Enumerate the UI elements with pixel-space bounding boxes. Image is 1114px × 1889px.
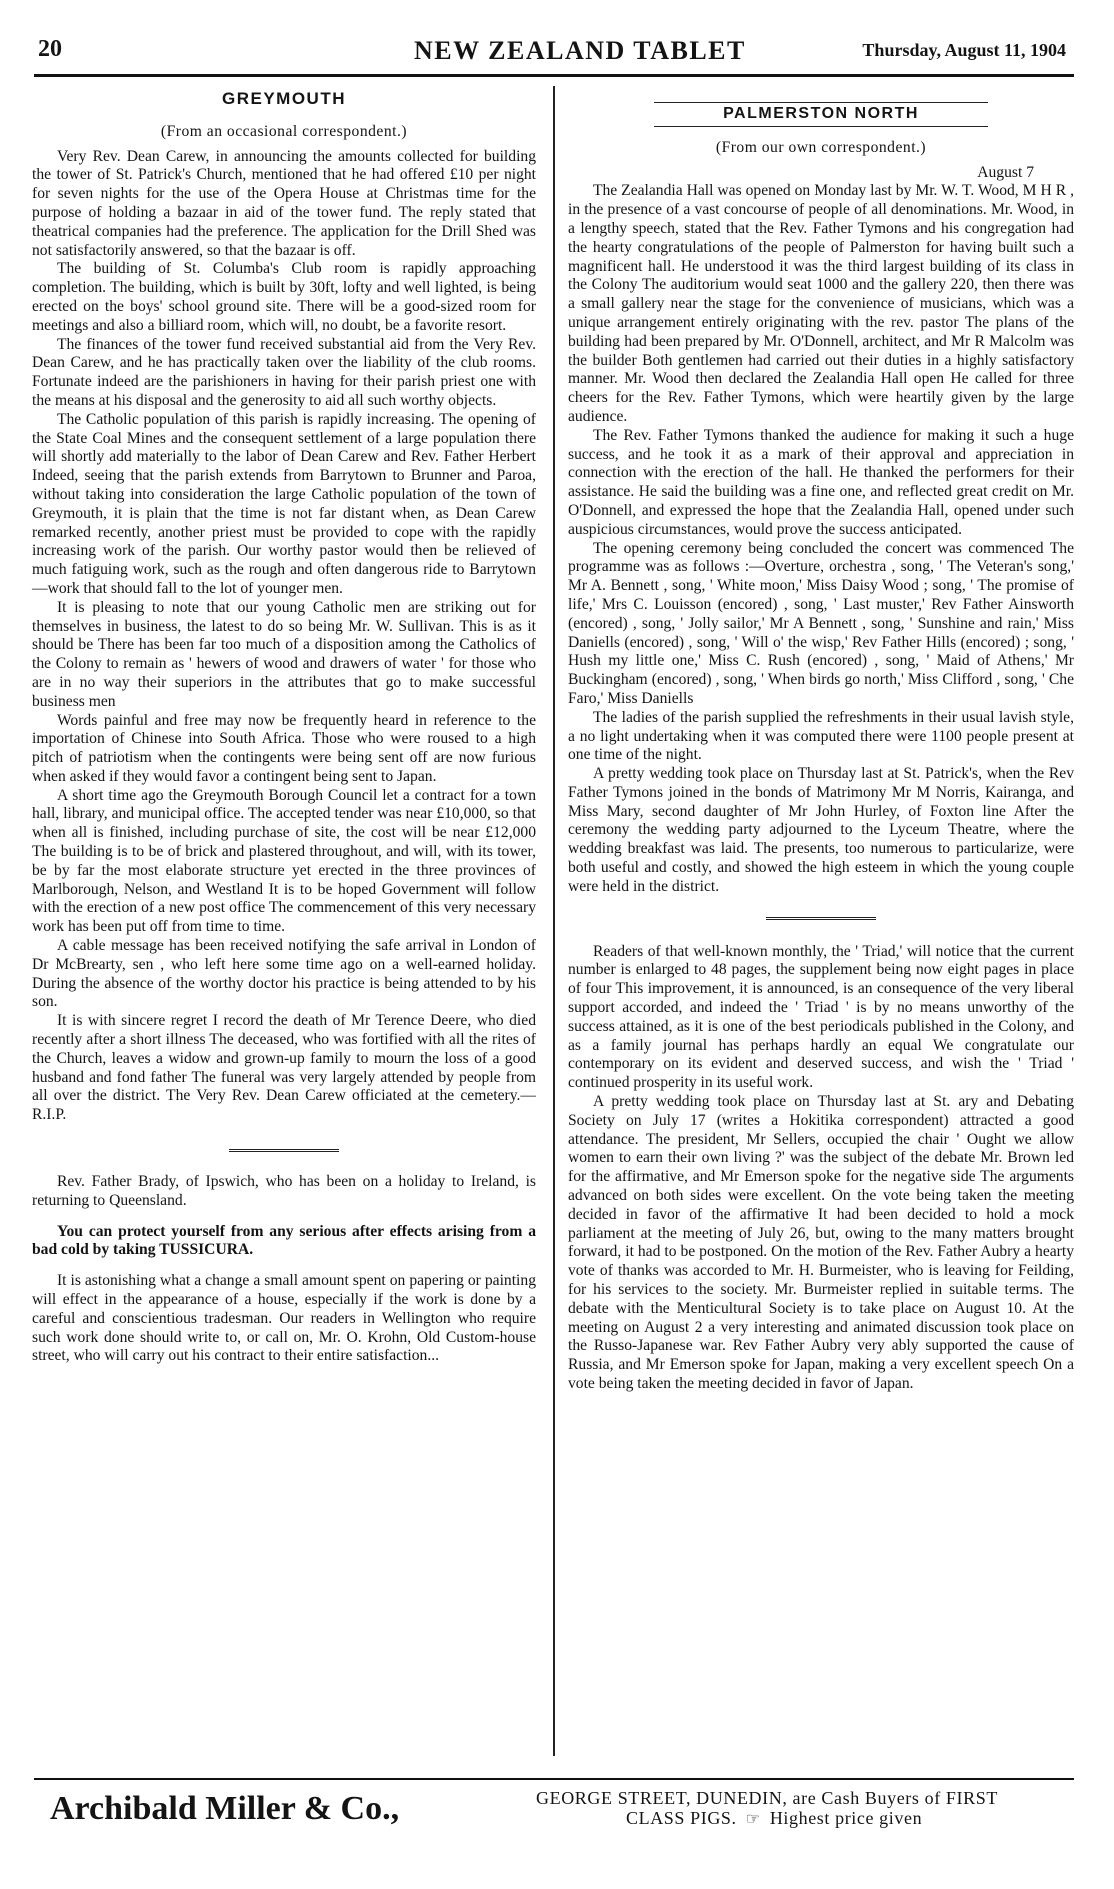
page-number: 20 <box>38 36 62 62</box>
advert-line-1: GEORGE STREET, DUNEDIN, are Cash Buyers of FIRST <box>536 1788 998 1808</box>
article-paragraph: Words painful and free may now be frequently heard in reference to the importation of Chinese into South Africa. Those who were roused to a high pitch of patriotism when the contingents were being sent off are now furious when asked if they would favor a contingent being sent to Japan. <box>32 711 536 785</box>
advert-line-2b: Highest price given <box>769 1808 923 1828</box>
article-paragraph: A cable message has been received notifying the safe arrival in London of Dr McBrearty, sen , who left here some time ago on a well-earned holiday. During the absence of the worthy doctor his practice is being attended to by his son. <box>32 937 536 1011</box>
article-paragraph: It is pleasing to note that our young Catholic men are striking out for themselves in business, the latest to do so being Mr. W. Sullivan. This is as it should be There has been far too much of a disposition among the Catholics of the Colony to remain as ' hewers of wood and drawers of water ' for those who are in no way their superiors in the attributes that go to make successful business men <box>32 598 536 710</box>
section-rule <box>229 1149 339 1155</box>
column-divider <box>553 86 555 1756</box>
right-column <box>568 88 1074 1394</box>
footer-rule <box>34 1778 1074 1780</box>
article-paragraph: A pretty wedding took place on Thursday last at St. Patrick's, when the Rev Father Tymons joined in the bonds of Matrimony Mr M Norris, Kairanga, and Miss Mary, second daughter of Mr John Hurley, of Foxton line After the ceremony the wedding party adjourned to the Lyceum Theatre, where the wedding breakfast was laid. The presents, too numerous to particularize, were both useful and costly, and showed the high esteem in which the young couple were held in the district. <box>568 765 1074 895</box>
advert-text <box>536 1788 1056 1830</box>
masthead <box>34 32 1074 76</box>
issue-date: Thursday, August 11, 1904 <box>862 40 1066 60</box>
advert-line-2a: CLASS PIGS. <box>626 1808 737 1828</box>
notice-father-brady: Rev. Father Brady, of Ipswich, who has been on a holiday to Ireland, is returning to Queensland. <box>32 1173 536 1209</box>
newspaper-title: NEW ZEALAND TABLET <box>414 36 746 65</box>
article-paragraph: The opening ceremony being concluded the concert was commenced The programme was as follows :—Overture, orchestra , song, ' The Veteran's song,' Mr A. Bennett , song, ' White moon,' Miss Daisy Wood ; song, ' The promise of life,' Mrs C. Louisson (encored) , song, ' Last muster,' Rev Father Ainsworth (encored) , song, ' Jolly sailor,' Mr A Bennett , song, ' Sunshine and rain,' Miss Daniells (encored) , song, ' Will o' the wisp,' Rev Father Hills (encored) ; song, ' Hush my little one,' Miss C. Rush (encored) , song, ' Maid of Athens,' Mr Buckingham (encored) , song, ' When birds go north,' Miss Clifford , song, ' Che Faro,' Miss Daniells <box>568 539 1074 707</box>
article-paragraph: The Zealandia Hall was opened on Monday last by Mr. W. T. Wood, M H R , in the presence of a vast concourse of people of all denominations. Mr. Wood, in a lengthy speech, stated that the Rev. Father Tymons and his congregation had the hearty congratulations of the people of Palmerston for having built such a magnificent hall. He understood it was the third largest building of its class in the Colony The auditorium would seat 1000 and the gallery 220, then there was a small gallery near the stage for the convenience of musicians, which was a unique arrangement entirely originating with the rev. pastor The plans of the building had been prepared by Mr. O'Donnell, architect, and Mr R Malcolm was the builder Both gentlemen had carried out their duties in a highly satisfactory manner. Mr. Wood then declared the Zealandia Hall open He called for three cheers for the Rev. Father Tymons, which were heartily given by the large audience. <box>568 182 1074 425</box>
article-paragraph: It is with sincere regret I record the death of Mr Terence Deere, who died recently after a short illness The deceased, who was fortified with all the rites of the Church, leaves a widow and grown-up family to mourn the loss of a good husband and fond father The funeral was very largely attended by people from all over the district. The Very Rev. Dean Carew officiated at the cemetery.—R.I.P. <box>32 1012 536 1124</box>
article-paragraph: The Rev. Father Tymons thanked the audience for making it such a huge success, and he took it as a mark of their approval and appreciation in connection with the erection of the hall. He thanked the performers for their assistance. He said the building was a fine one, and reflected great credit on Mr. O'Donnell, and expressed the hope that the Zealandia Hall, opened under such auspicious circumstances, would prove the success anticipated. <box>568 426 1074 538</box>
article-paragraph: A short time ago the Greymouth Borough Council let a contract for a town hall, library, and municipal office. The accepted tender was near £10,000, so that when all is finished, including purchase of site, the cost will be near £12,000 The building is to be of brick and plastered throughout, and will, with its tower, be by far the most elaborate structure yet erected in the three provinces of Marlborough, Nelson, and Westland It is to be hoped Government will follow with the erection of a new post office The commencement of this very necessary work has been put off from time to time. <box>32 786 536 936</box>
pointing-hand-icon: ☞ <box>745 1811 761 1828</box>
header-rule <box>34 74 1074 77</box>
article-paragraph: The ladies of the parish supplied the refreshments in their usual lavish style, a no light undertaking when it was computed there were 1100 people present at one time of the night. <box>568 708 1074 764</box>
advert-line-2 <box>536 1808 1056 1830</box>
article-paragraph: The finances of the tower fund received substantial aid from the Very Rev. Dean Carew, and he has practically taken over the liability of the club rooms. Fortunate indeed are the parishioners in having for their parish priest one with the means at his disposal and the generosity to aid all such worthy objects. <box>32 335 536 409</box>
section-heading-palmerston: PALMERSTON NORTH <box>654 102 988 127</box>
article-paragraph: The Catholic population of this parish is rapidly increasing. The opening of the State Coal Mines and the consequent settlement of a large population there will shortly add materially to the labor of Dean Carew and Rev. Father Herbert Indeed, seeing that the parish extends from Barrytown to Brunner and Paroa, without taking into consideration the large Catholic population of the town of Greymouth, it is plain that the time is not far distant when, as Dean Carew remarked recently, another priest must be provided to cope with the rapidly increasing work of the parish. Our worthy pastor would then be relieved of much fatiguing work, such as the rough and often dangerous ride to Barrytown—work that should fall to the lot of younger men. <box>32 410 536 597</box>
byline-palmerston: (From our own correspondent.) <box>715 138 927 156</box>
article-paragraph: A pretty wedding took place on Thursday last at St. ary and Debating Society on July 17 (writes a Hokitika correspondent) attracted a good attendance. The president, Mr Sellers, occupied the chair ' Ought we allow women to earn their own living ?' was the subject of the debate Mr. Brown led for the affirmative, and Mr Emerson spoke for the negative side The arguments advanced on both sides were excellent. On the vote being taken the meeting decided in favor of the affirmative It had been decided to hold a mock parliament at the meeting of July 26, but, owing to the many matters brought forward, it had to be postponed. On the motion of the Rev. Father Aubry a hearty vote of thanks was accorded to Mr. H. Burmeister, who is leaving for Feilding, for his services to the society. Mr. Burmeister replied in suitable terms. The debate with the Menticultural Society is to take place on August 10. At the meeting on August 2 a very interesting and animated discussion took place on the Russo-Japanese war. Rev Father Aubry very ably supported the cause of Russia, and Mr Emerson spoke for Japan, making a very excellent speech On a vote being taken the meeting decided in favor of Japan. <box>568 1093 1074 1392</box>
article-paragraph: The building of St. Columba's Club room is rapidly approaching completion. The building, which is built by 30ft, lofty and well lighted, is being erected on the boys' school ground site. There will be a good-sized room for meetings and also a billiard room, which will, no doubt, be a favorite resort. <box>32 260 536 334</box>
advertisement <box>34 1784 1074 1854</box>
byline-greymouth: (From an occasional correspondent.) <box>160 122 408 140</box>
article-paragraph: Very Rev. Dean Carew, in announcing the amounts collected for building the tower of St. Patrick's Church, mentioned that he had offered £10 per night for seven nights for the use of the Opera House at Christmas time for the purpose of holding a bazaar in aid of the tower fund. The reply stated that theatrical companies had the preference. The application for the Drill Shed was not satisfactorily answered, so that the bazaar is off. <box>32 147 536 259</box>
notice-krohn: It is astonishing what a change a small amount spent on papering or painting will effect in the appearance of a house, especially if the work is done by a careful and conscientious tradesman. Our readers in Wellington who require such work done should write to, or call on, Mr. O. Krohn, Old Custom-house street, who will carry out his contract to their entire satisfaction... <box>32 1272 536 1365</box>
dateline: August 7 <box>977 163 1034 181</box>
article-paragraph: Readers of that well-known monthly, the ' Triad,' will notice that the current number is enlarged to 48 pages, the supplement being now eight pages in place of four This improvement, it is announced, is an consequence of the very liberal support accorded, and indeed the ' Triad ' is by no means unworthy of the success attained, as it is one of the best periodicals published in the Colony, and as a family journal has perhaps hardly an equal We congratulate our contemporary on its evident and deserved success, and wish the ' Triad ' continued prosperity in its useful work. <box>568 942 1074 1092</box>
notice-tussicura: You can protect yourself from any serious after effects arising from a bad cold by taking TUSSICURA. <box>32 1222 536 1259</box>
advertiser-name: Archibald Miller & Co., <box>50 1790 400 1827</box>
left-column <box>32 88 536 1378</box>
section-heading-greymouth: GREYMOUTH <box>222 89 346 108</box>
section-rule <box>766 917 876 923</box>
